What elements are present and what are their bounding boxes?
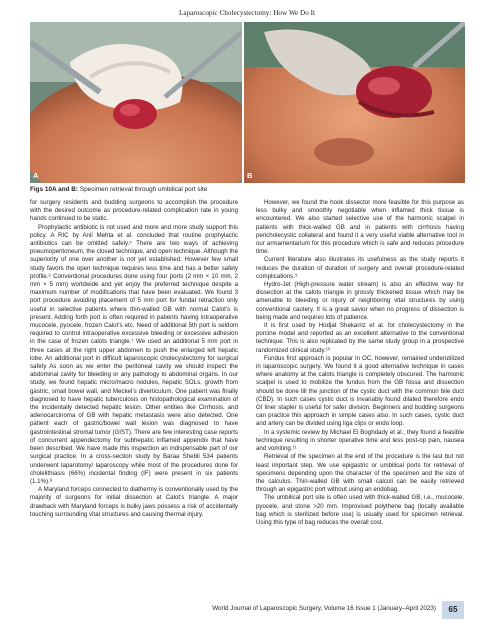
paragraph: In a systemic review by Michael El Boghdady et al., they found a feasible technique resulting in shorter operative time and less post-op pain, nausea and vomiting.¹¹	[256, 428, 464, 453]
paragraph: Fundus first approach is popular in OC, however, remained underutilized in laparoscopic surgery. We found it a good alternative technique in cases where anatomy at the calots triangle is completely obscured. The harmonic scalpel is used to mobilize the fundus from the GB fossa and dissection should be done till the junction of the cystic duct with the common bile duct (CBD). In such cases cystic duct is invariably found dilated therefore endo GI liner stapler is useful for safer division. Beginners and budding surgeons can practice this approach in simple cases also. In such cases, cystic duct and artery can be divided using liga clips or endo loop.	[256, 354, 464, 428]
figure-specimen-retrieval	[30, 22, 465, 183]
left-column	[30, 199, 238, 519]
paragraph: The umbilical port site is often used with thick-walled GB, i.e., mucocele, pyocele, and stone >20 mm. Improvised polythene bag (locally available bag which is sterilized before use) is usually used for specimen retrieval. Using this type of bag reduces the overall cost.	[256, 494, 464, 526]
paragraph: Hydro-Jet (High-pressure water stream) is also an effective way for dissection at the calots triangle in grossly thickened tissue which may be amenable to bleeding or injury of neighboring vital structures by using conventional cautery. It is a great savior when no progress of dissection is being made and requires lots of patience.	[256, 281, 464, 321]
panel-a-label: A	[33, 171, 39, 180]
caption-label: Figs 10A and B:	[30, 186, 79, 193]
paragraph: A Maryland forceps connected to diathermy is conventionally used by the majority of surgeons for initial dissection at Calot’s triangle. A major drawback with Maryland forceps is bulky jaws possess a risk of accidentally touching surrounding vital structures and causing thermal injury.	[30, 486, 238, 518]
paragraph: for surgery residents and budding surgeons to accomplish the procedure with the desired outcome as procedure-related complication rate in young hands continued to be static.	[30, 199, 238, 223]
surgical-photo-b	[244, 22, 465, 183]
paragraph: Current literature also illustrates its usefulness as the study reports it reduces the duration of duration of surgery and overall procedure-related complications.⁹	[256, 256, 464, 280]
figure-panel-b	[244, 22, 465, 183]
paragraph: However, we found the hook dissector more feasible for this purpose as less bulky and smoothly negotiable when inflamed thick tissue is encountered. We also started selective use of the harmonic scalpel in patients with thick-walled GB and in patients with cirrhosis having pericholecystic collateral and found it a very useful viable alternative tool in our armamentarium for this procedure which is safe and reduces procedure time.	[256, 199, 464, 256]
running-head: Laparoscopic Cholecystectomy: How We Do It	[178, 9, 315, 17]
paragraph: Retrieval of the specimen at the end of the procedure is the last but not least important step. We use epigastric or umbilical ports for retrieval of specimens depending upon the character of the specimen and the size of the calculus. Thin-walled GB with small calculi can be easily retrieved through an epigastric port without using an endobag.	[256, 453, 464, 494]
right-column	[256, 199, 464, 527]
surgical-photo-a	[30, 22, 242, 183]
journal-citation: World Journal of Laparoscopic Surgery, Volume 16 Issue 1 (January–April 2023)	[212, 605, 436, 612]
figure-caption	[30, 186, 207, 193]
page-footer	[0, 601, 494, 623]
panel-b-label: B	[247, 171, 253, 180]
figure-panel-a	[30, 22, 242, 183]
paragraph: It is first used by Hodjat Shekarriz et al. for cholecystectomy in the porcine model and reported as an excellent alternative to the conventional technique. This is also replicated by the same study group in a prospective randomized clinical study.¹⁰	[256, 322, 464, 354]
paragraph: Prophylactic antibiotic is not used and more and more study support this policy. A RIC by Anil Mehta et al. concluded that routine prophylactic antibiotics can be omitted safely.⁵ There are two ways of achieving pneumoperitoneum, the closed technique, and open technique. Although the superiority of one over another is not yet established. However few small study favors the open technique requires less time and has a better safety profile.⁶ Conventional procedures done using four ports (2 mm × 10 mm, 2 mm × 5 mm) worldwide and yet enjoy the preferred technique despite a maximum number of modifications that have been evaluated. We found 3 port procedure avoiding placement of 5 mm port for fundal retraction only useful in selective patients where thin-walled GB with normal Calot’s is present. Adding forth port is often required in patients having intraoperative mucocele, pyocele, frozen Calot’s etc. Need of additional 5th port is seldom required to control intraoperative excessive bleeding or excessive adhesion in the case of frozen calots triangle.⁷ We used an additional 5 mm port in three cases at the right upper abdomen to push the enlarged left hepatic lobe. An additional port in difficult laparoscopic cholecystectomy for surgical safety As soon as we enter the peritoneal cavity we should inspect the abdominal cavity for bleeding or any pathology to abdominal organs. In our study, we found hepatic micro/macro nodules, hepatic SOLs, growth from gastric, small bowel wall, and Meckel’s diverticulum. One patient was finally diagnosed to have hepatic tuberculosis on histopathological examination of the incidentally detected hepatic lesion. Other entities like Cirrhosis, and adenocarcinoma of GB with hepatic metastasis were also detected. One patient each of gastric/bowel wall lesion was diagnosed to have gastrointestinal stromal tumor (GIST). There are few interesting case reports of concurrent appendectomy for subhepatic inflamed appendix that have been described. We have made this inspection an indispensable part of our surgical practice. In a cross-section study by Baraa Shebli 534 patients underwent laparotomy/ laparoscopy while most of the procedures done for cholelithiasis (66%) incidental finding (IF) were present in six patients (1.1%).⁸	[30, 223, 238, 485]
caption-text: Specimen retrieval through umbilical port site	[78, 186, 208, 193]
page-number: 65	[442, 601, 464, 619]
